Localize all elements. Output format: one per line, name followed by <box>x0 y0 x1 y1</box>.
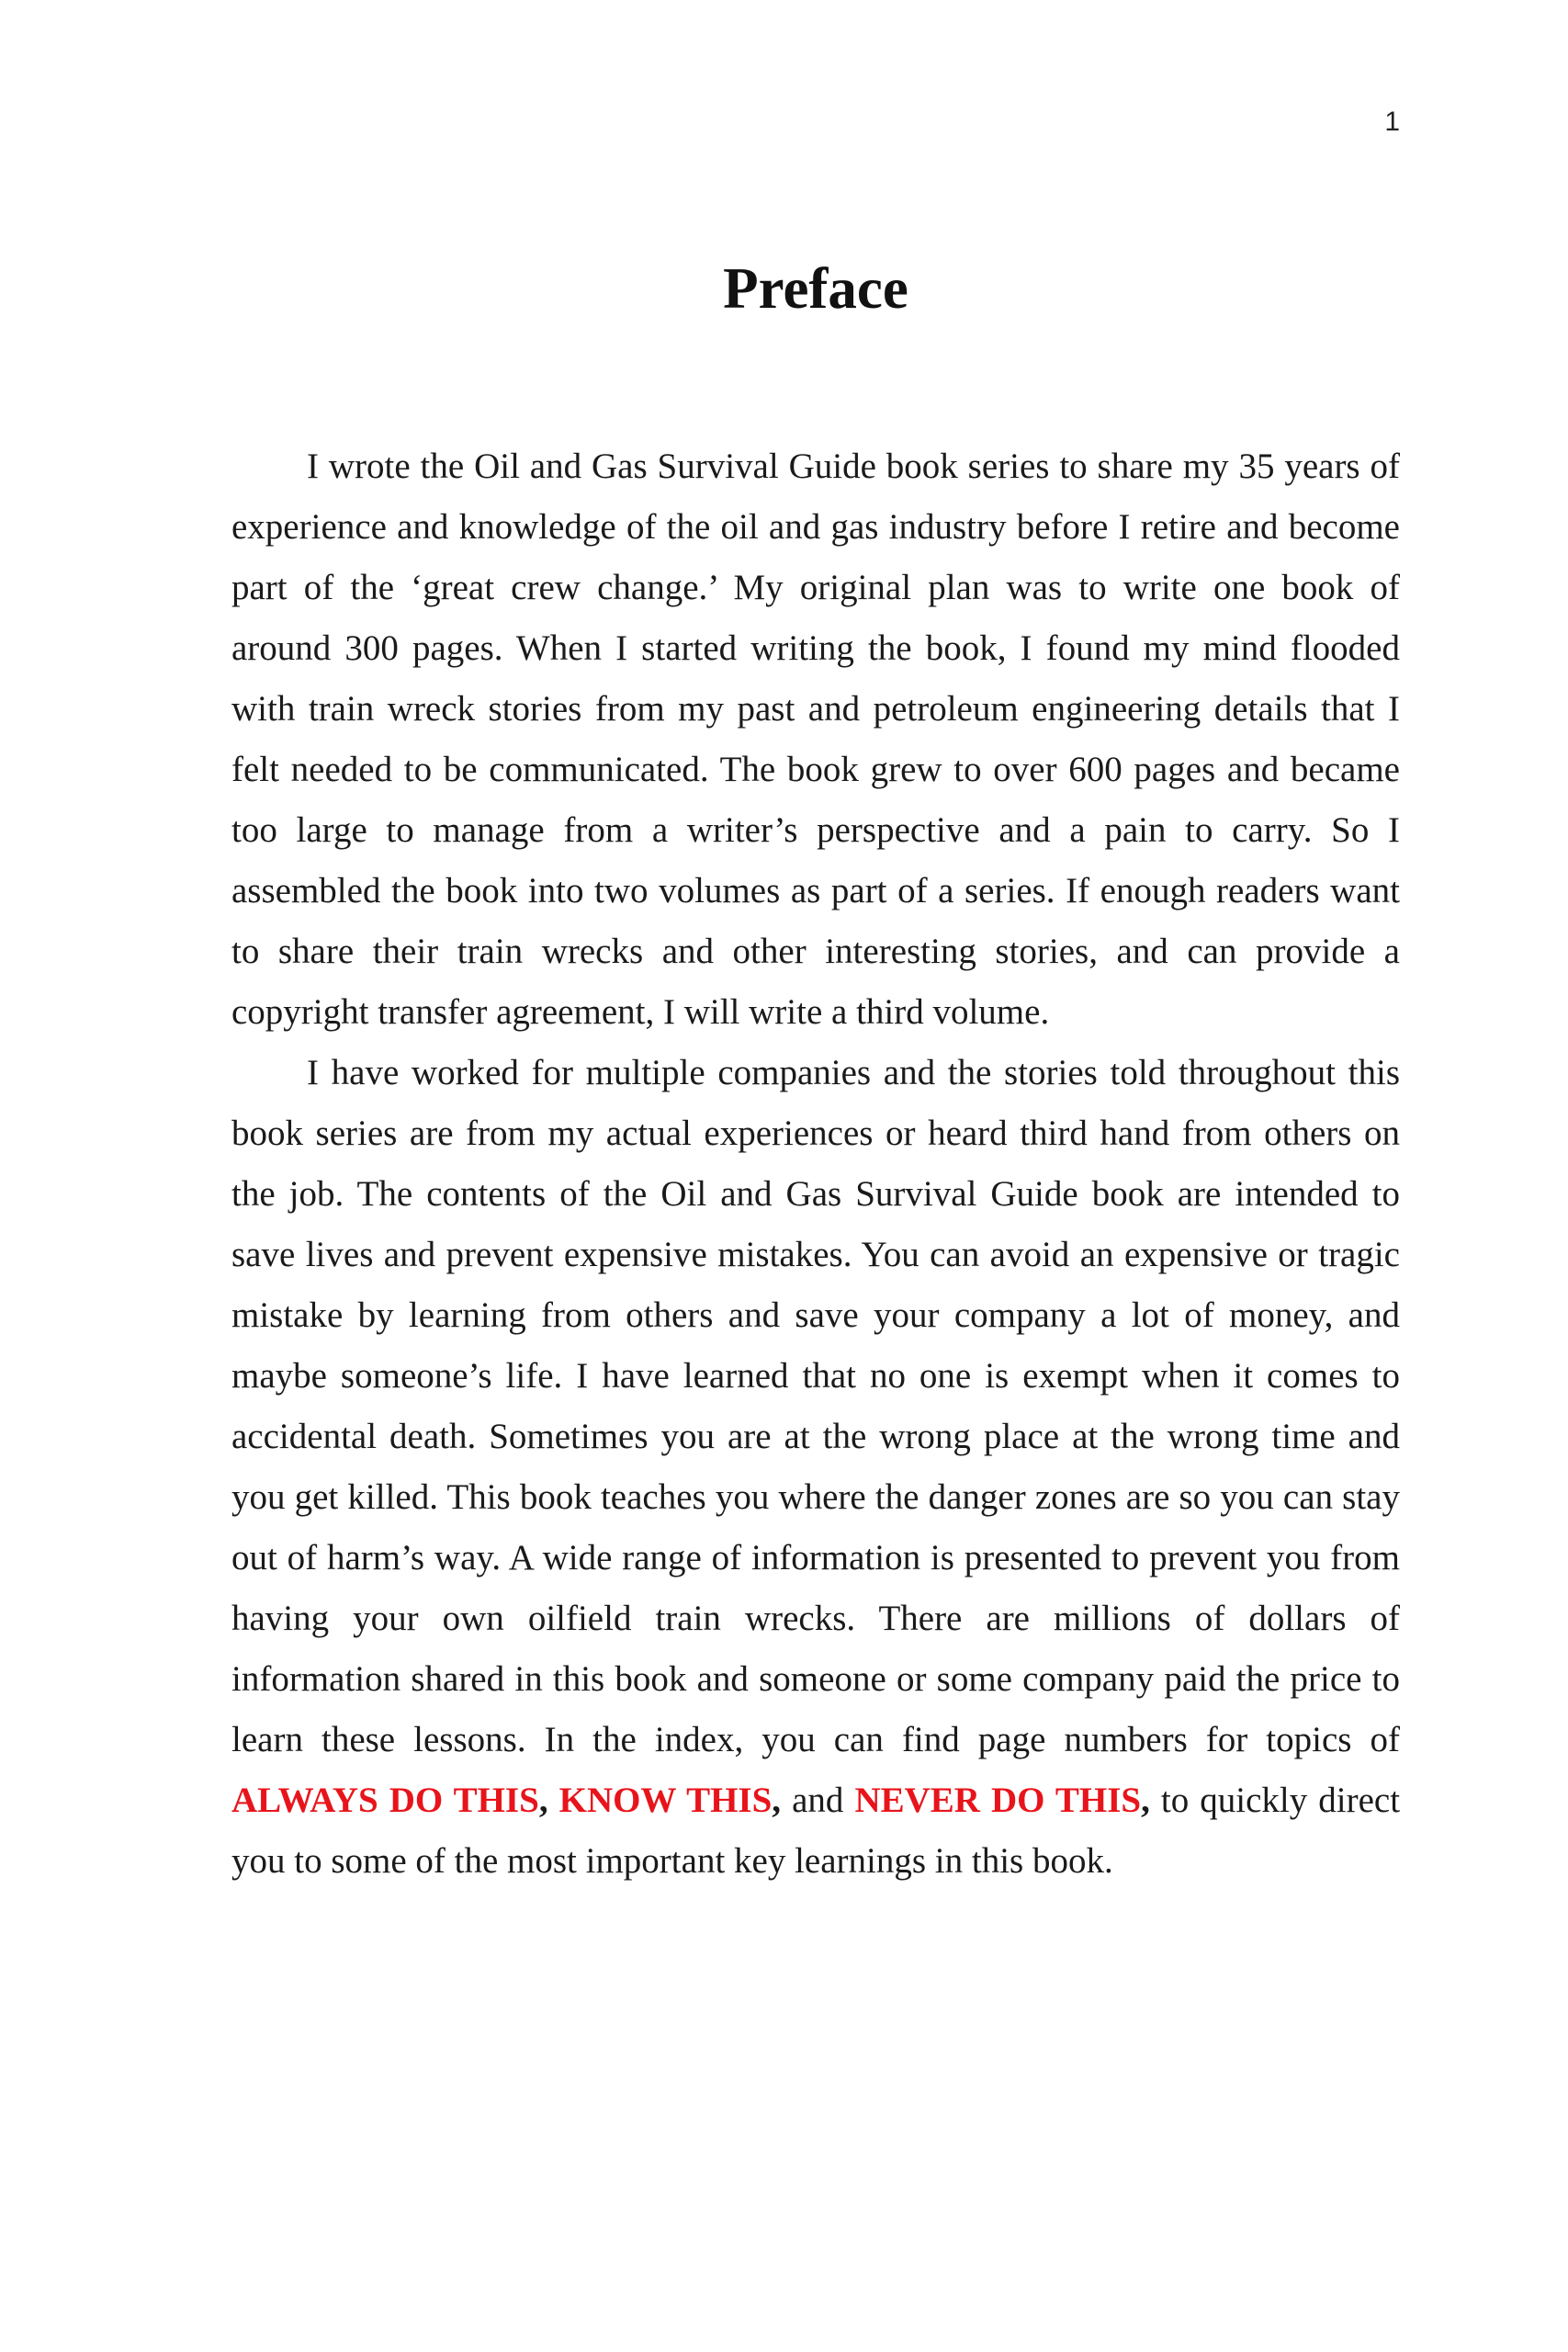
paragraph-2 <box>231 1043 1400 1892</box>
page-number: 1 <box>1384 107 1400 137</box>
paragraph-1: I wrote the Oil and Gas Survival Guide book series to share my 35 years of experience and knowledge of the oil and gas industry before I retire and become part of the ‘great crew change.’ My original plan was to write one book of around 300 pages. When I started writing the book, I found my mind flooded with train wreck stories from my past and petroleum engineering details that I felt needed to be communicated. The book grew to over 600 pages and became too large to manage from a writer’s perspective and a pain to carry. So I assembled the book into two volumes as part of a series. If enough readers want to share their train wrecks and other interesting stories, and can provide a copyright transfer agreement, I will write a third volume. <box>231 447 1400 1032</box>
know-this-keyword: KNOW THIS <box>558 1781 773 1820</box>
preface-body <box>231 436 1400 1892</box>
closing-text: to quickly direct you to some of the most important key learnings in this book. <box>231 1781 1401 1881</box>
page-title: Preface <box>723 256 908 321</box>
comma-3: , <box>1141 1781 1150 1820</box>
comma-2: , <box>772 1781 782 1820</box>
comma-1: , <box>538 1781 548 1820</box>
always-do-this-keyword: ALWAYS DO THIS <box>231 1781 539 1820</box>
paragraph-2-text: I have worked for multiple companies and the stories told throughout this book series are from my actual experiences or heard third hand from others on the job. The contents of the Oil and Gas Survival Guide book are intended to save lives and prevent expensive mistakes. You can avoid an expensive or tragic mistake by learning from others and save your company a lot of money, and maybe someone’s life. I have learned that no one is exempt when it comes to accidental death. Sometimes you are at the wrong place at the wrong time and you get killed. This book teaches you where the danger zones are so you can stay out of harm’s way. A wide range of information is presented to prevent you from having your own oilfield train wrecks. There are millions of dollars of information shared in this book and someone or some company paid the price to learn these lessons. In the index, you can find page numbers for topics of <box>231 1053 1400 1759</box>
and-word: and <box>792 1781 844 1820</box>
never-do-this-keyword: NEVER DO THIS <box>854 1781 1142 1820</box>
